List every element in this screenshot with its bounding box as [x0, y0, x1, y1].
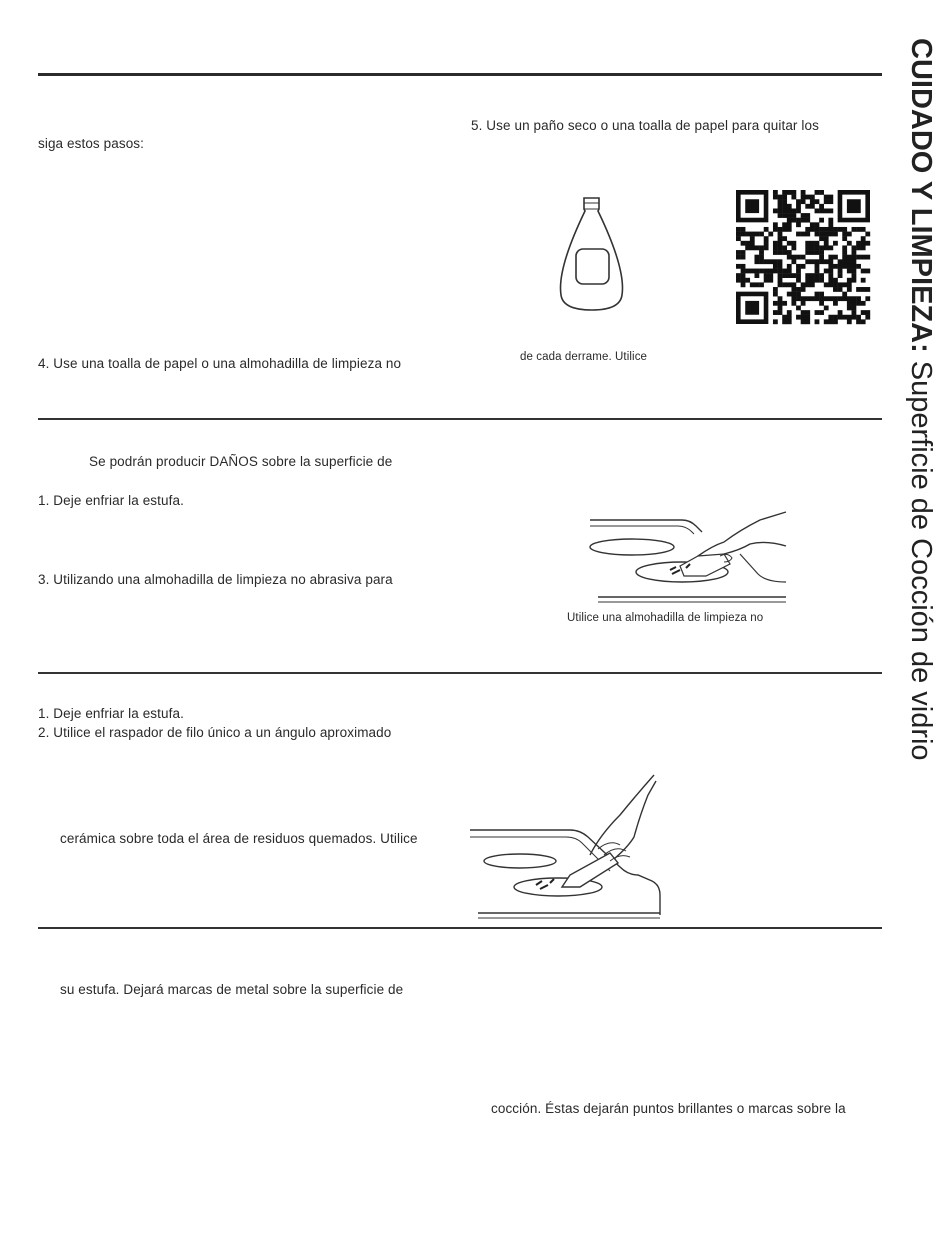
steps-intro: siga estos pasos:	[38, 136, 145, 151]
bright-spots-warning: cocción. Éstas dejarán puntos brillantes o marcas sobre la	[491, 1101, 846, 1116]
cleaning-pad-illustration	[590, 510, 786, 605]
bottle-caption: de cada derrame. Utilice	[520, 351, 648, 363]
step-1-cool-again: 1. Deje enfriar la estufa.	[38, 706, 184, 721]
step-3-pad: 3. Utilizando una almohadilla de limpieza no abrasiva para	[38, 572, 393, 587]
step-5-text: 5. Use un paño seco o una toalla de papel para quitar los	[471, 118, 819, 133]
section-divider-3	[38, 672, 882, 674]
damage-warning: Se podrán producir DAÑOS sobre la superficie de	[89, 454, 393, 469]
cleaner-bottle-icon	[556, 197, 628, 312]
side-title-normal: Superficie de Cocción de vidrio	[905, 352, 937, 761]
pad-figure-caption: Utilice una almohadilla de limpieza no	[567, 612, 764, 624]
section-divider-2	[38, 418, 882, 420]
side-title	[904, 38, 938, 848]
metal-marks-warning: su estufa. Dejará marcas de metal sobre la superficie de	[60, 982, 404, 997]
step-4-text: 4. Use una toalla de papel o una almohadilla de limpieza no	[38, 356, 402, 371]
step-1-cool: 1. Deje enfriar la estufa.	[38, 493, 184, 508]
side-title-bold: CUIDADO Y LIMPIEZA:	[905, 38, 937, 353]
step-2-continuation: cerámica sobre toda el área de residuos quemados. Utilice	[60, 831, 418, 846]
step-2-scraper: 2. Utilice el raspador de filo único a un ángulo aproximado	[38, 725, 392, 740]
qr-code-icon	[736, 190, 870, 324]
scraper-illustration	[470, 775, 665, 923]
section-divider-4	[38, 927, 882, 929]
section-divider-top	[38, 73, 882, 76]
